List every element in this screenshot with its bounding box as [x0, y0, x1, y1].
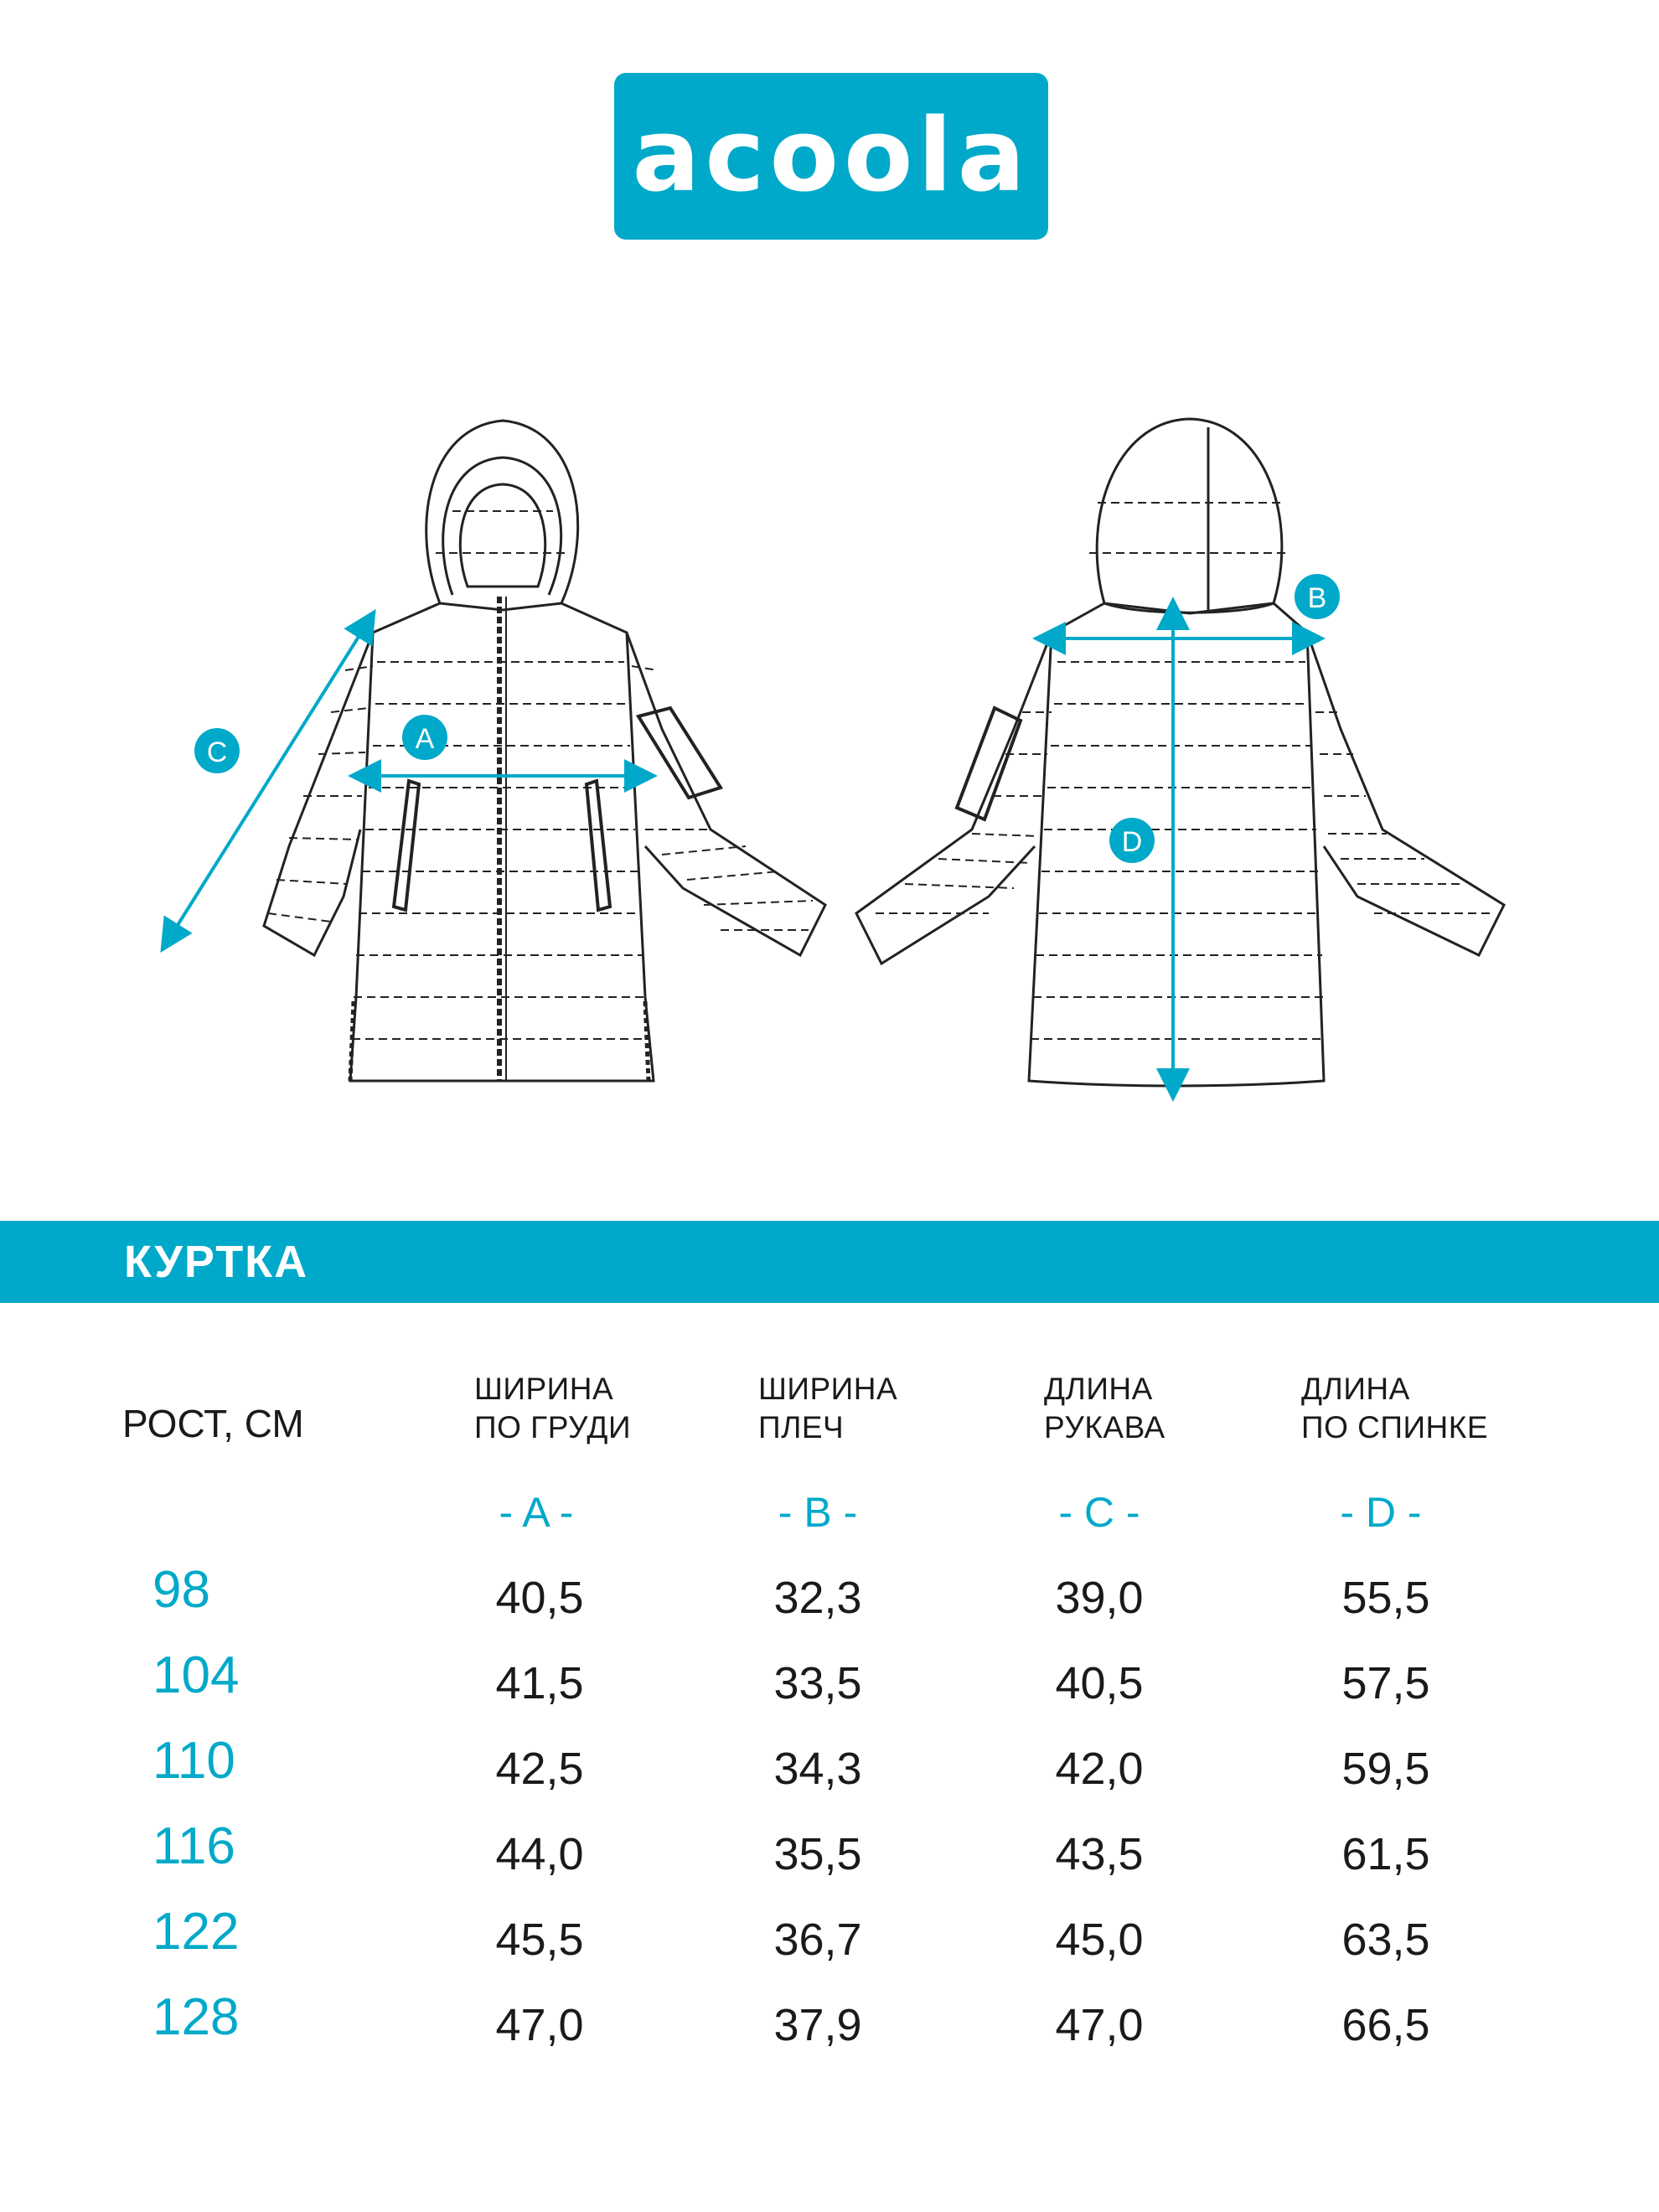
size-value: 128	[152, 1988, 240, 2046]
value-a: 44,0	[495, 1829, 584, 1879]
value-c: 43,5	[1055, 1829, 1144, 1879]
jacket-diagram	[0, 377, 1659, 1131]
value-a: 41,5	[495, 1658, 584, 1708]
svg-text:C: C	[206, 736, 228, 768]
column-letter-c: - C -	[1058, 1489, 1140, 1536]
value-b: 32,3	[773, 1573, 862, 1623]
value-c: 40,5	[1055, 1658, 1144, 1708]
value-b: 34,3	[773, 1744, 862, 1794]
value-a: 45,5	[495, 1915, 584, 1965]
brand-logo-text: acoola	[632, 97, 1031, 214]
size-value: 110	[152, 1732, 235, 1790]
size-column-header: РОСТ, СМ	[122, 1402, 304, 1445]
table-row	[0, 1987, 1659, 2071]
svg-text:D: D	[1121, 826, 1143, 858]
jacket-back-icon	[856, 419, 1504, 1086]
column-header-c: ДЛИНА РУКАВА	[1044, 1372, 1165, 1445]
column-letter-b: - B -	[778, 1489, 858, 1536]
value-c: 39,0	[1055, 1573, 1144, 1623]
table-row	[0, 1902, 1659, 1986]
size-value: 104	[152, 1646, 240, 1704]
marker-d	[1109, 818, 1155, 863]
column-letter-d: - D -	[1340, 1489, 1422, 1536]
size-value: 116	[152, 1817, 235, 1875]
column-header-b: ШИРИНА ПЛЕЧ	[758, 1372, 898, 1445]
jacket-front-icon	[264, 421, 825, 1081]
table-row	[0, 1560, 1659, 1644]
table-row	[0, 1731, 1659, 1815]
product-title: КУРТКА	[124, 1237, 309, 1287]
table-row	[0, 1817, 1659, 1900]
value-d: 55,5	[1341, 1573, 1430, 1623]
column-header-a: ШИРИНА ПО ГРУДИ	[474, 1372, 632, 1445]
value-b: 35,5	[773, 1829, 862, 1879]
column-letter-a: - A -	[499, 1489, 574, 1536]
value-d: 61,5	[1341, 1829, 1430, 1879]
svg-text:B: B	[1307, 582, 1327, 614]
value-d: 59,5	[1341, 1744, 1430, 1794]
value-b: 33,5	[773, 1658, 862, 1708]
value-a: 47,0	[495, 2000, 584, 2050]
value-c: 45,0	[1055, 1915, 1144, 1965]
brand-logo	[614, 73, 1048, 240]
value-d: 63,5	[1341, 1915, 1430, 1965]
column-header-d: ДЛИНА ПО СПИНКЕ	[1301, 1372, 1489, 1445]
table-row	[0, 1646, 1659, 1729]
marker-a	[402, 715, 447, 760]
value-d: 66,5	[1341, 2000, 1430, 2050]
value-a: 42,5	[495, 1744, 584, 1794]
value-c: 42,0	[1055, 1744, 1144, 1794]
size-value: 98	[152, 1561, 210, 1619]
size-value: 122	[152, 1903, 240, 1961]
value-a: 40,5	[495, 1573, 584, 1623]
marker-c	[194, 728, 240, 773]
value-d: 57,5	[1341, 1658, 1430, 1708]
product-banner	[0, 1221, 1659, 1303]
value-b: 37,9	[773, 2000, 862, 2050]
marker-b	[1295, 574, 1340, 619]
svg-text:A: A	[415, 723, 435, 755]
value-b: 36,7	[773, 1915, 862, 1965]
value-c: 47,0	[1055, 2000, 1144, 2050]
